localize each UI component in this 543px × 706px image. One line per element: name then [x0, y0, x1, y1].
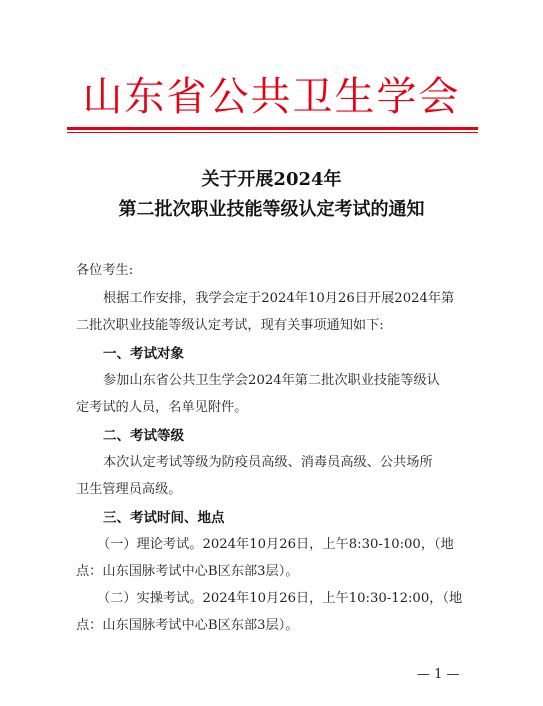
masthead-title: 山东省公共卫生学会 — [82, 74, 461, 120]
masthead-rule-thin — [67, 132, 478, 133]
section-3-theory-line2: 点：山东国脉考试中心B区东部3层）。 — [76, 564, 299, 579]
section-3-practical-line2: 点：山东国脉考试中心B区东部3层）。 — [76, 618, 299, 633]
section-1-heading: 一、考试对象 — [103, 346, 184, 362]
section-2-heading: 二、考试等级 — [103, 428, 184, 444]
masthead-rule-thick — [67, 127, 478, 130]
notice-title-line2: 第二批次职业技能等级认定考试的通知 — [118, 199, 425, 220]
section-1-line1: 参加山东省公共卫生学会2024年第二批次职业技能等级认 — [103, 373, 440, 388]
greeting: 各位考生: — [76, 263, 134, 278]
section-2-line1: 本次认定考试等级为防疫员高级、消毒员高级、公共场所 — [103, 455, 433, 470]
notice-title-line1: 关于开展2024年 — [201, 169, 342, 190]
section-3-theory-line1: （一）理论考试。2024年10月26日，上午8:30-10:00，（地 — [97, 537, 454, 552]
section-3-practical-line1: （二）实操考试。2024年10月26日，上午10:30-12:00，（地 — [97, 591, 463, 606]
section-2-line2: 卫生管理员高级。 — [76, 482, 182, 497]
page-number: — 1 — — [417, 667, 460, 682]
section-1-line2: 定考试的人员，名单见附件。 — [76, 400, 248, 415]
intro-line2: 二批次职业技能等级认定考试，现有关事项通知如下: — [76, 318, 384, 333]
intro-line1: 根据工作安排，我学会定于2024年10月26日开展2024年第 — [103, 291, 455, 306]
section-3-heading: 三、考试时间、地点 — [103, 510, 225, 526]
